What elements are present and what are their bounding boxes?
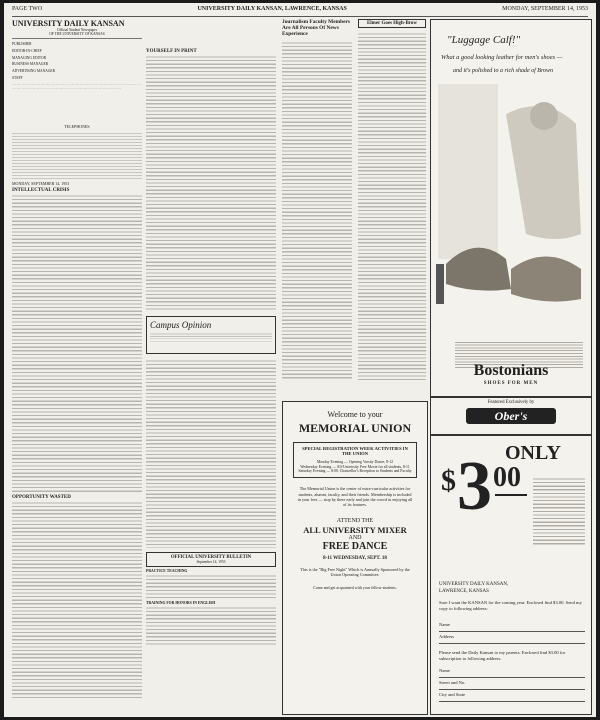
bostonian-ad xyxy=(430,19,592,397)
subscription-ad xyxy=(430,435,592,715)
editorial-column xyxy=(12,19,142,713)
name-label: Name xyxy=(439,622,450,627)
yourself-text xyxy=(146,54,276,312)
intellectual-crisis-heading: INTELLECTUAL CRISIS xyxy=(12,187,70,193)
role-advertising: ADVERTISING MANAGER xyxy=(12,69,56,74)
honors-heading: TRAINING FOR HONORS IN ENGLISH xyxy=(146,601,216,605)
opinion-column xyxy=(146,47,276,713)
bulletin-box xyxy=(146,552,276,567)
page-header xyxy=(12,6,588,17)
role-business: BUSINESS MANAGER xyxy=(12,62,49,67)
role-editor: EDITOR-IN-CHIEF xyxy=(12,48,42,53)
masthead-line: UNIVERSITY DAILY KANSAN, LAWRENCE, KANSAS xyxy=(197,6,347,12)
journalism-text xyxy=(282,40,352,380)
staff-list xyxy=(12,41,142,82)
shoes-illustration xyxy=(436,84,586,334)
and-text: AND xyxy=(348,534,362,541)
journalism-heading: Journalism Faculty Members Are All Persons Of News Experience xyxy=(282,19,350,37)
street-field[interactable] xyxy=(439,680,585,690)
yourself-in-print-heading: YOURSELF IN PRINT xyxy=(146,49,197,54)
event-2: Wednesday Evening — All-University Free Movie for all students, 8-11 xyxy=(300,464,410,469)
obers-logo: Ober's xyxy=(466,408,556,424)
name-field[interactable] xyxy=(439,622,585,632)
big-free-night: This is the "Big Free Night" Which is Annually Sponsored by the Union Operating Committee. xyxy=(300,566,410,578)
mixer-date: 8-11 WEDNESDAY, SEPT. 18 xyxy=(323,555,387,561)
bostonian-tagline: SHOES FOR MEN xyxy=(483,381,539,386)
practice-teaching-heading: PRACTICE TEACHING xyxy=(146,569,188,573)
editorial-text-2 xyxy=(12,500,142,700)
role-publisher: PUBLISHER xyxy=(12,42,32,46)
editorial-text-1 xyxy=(12,193,142,493)
order-text-2: Please send the Daily Kansan to my parents. Enclosed find $3.00 for subscription to following address: xyxy=(439,650,566,661)
practice-text xyxy=(146,573,276,599)
registration-box xyxy=(293,442,417,478)
bostonian-brand: Bostonians xyxy=(473,362,549,379)
price-digit: 3 xyxy=(457,448,492,525)
opinion-text xyxy=(146,358,276,548)
campus-opinion-title: Campus Opinion xyxy=(150,320,212,330)
elmer-heading: Elmer Goes High-Brow xyxy=(358,19,426,28)
obers-strip xyxy=(430,397,592,435)
price-cents: 00 xyxy=(493,462,521,493)
price-rule xyxy=(495,494,527,496)
ad-headline-1: "Luggage Calf!" xyxy=(447,34,521,46)
street-label: Street and No. xyxy=(439,680,466,685)
featured-by: Featured Exclusively by xyxy=(487,400,535,405)
ad-headline-2: What a good looking leather for men's shoes — xyxy=(441,54,563,61)
journalism-column xyxy=(282,19,352,399)
elmer-column xyxy=(358,19,426,399)
union-footer: Come and get acquainted with your fellow-students. xyxy=(313,585,397,591)
city-field[interactable] xyxy=(439,692,585,702)
opinion-note xyxy=(150,332,272,342)
opportunity-wasted-heading: OPPORTUNITY WASTED xyxy=(12,494,71,500)
edition-date: MONDAY, SEPTEMBER 14, 1953 xyxy=(12,180,70,186)
attend-text: ATTEND THE xyxy=(336,517,374,524)
kansan-address-1: UNIVERSITY DAILY KANSAN, xyxy=(439,582,509,587)
welcome-text: Welcome to your xyxy=(327,410,383,419)
only-text: ONLY xyxy=(505,442,561,464)
header-date: MONDAY, SEPTEMBER 14, 1953 xyxy=(502,6,588,12)
kansan-subtitle: Official Student Newspaper xyxy=(56,28,98,32)
bulletin-title: OFFICIAL UNIVERSITY BULLETIN xyxy=(170,555,252,560)
order-text-1: Sure I want the KANSAN for the coming year. Enclosed find $3.00. Send my copy to following address: xyxy=(439,600,582,611)
ad-headline-3: and it's polished to a rich shade of Brown xyxy=(453,68,554,74)
telephones-block xyxy=(12,131,142,179)
kansan-subtitle-2: OF THE UNIVERSITY OF KANSAS xyxy=(49,32,105,36)
address-field[interactable] xyxy=(439,634,585,644)
union-body: The Memorial Union is the center of extra-curricular activities for students, alumni, faculty, and their friends. Membership is included in your fees — stop by there early and join the crowd in enjoying all of its features. xyxy=(297,486,413,508)
kansan-address-2: LAWRENCE, KANSAS xyxy=(439,589,489,594)
event-3: Saturday Evening — 8:00, Chancellor's Reception to Students and Faculty xyxy=(298,469,412,474)
parent-name-field[interactable] xyxy=(439,668,585,678)
kansan-title: UNIVERSITY DAILY KANSAN xyxy=(12,19,125,28)
role-managing: MANAGING EDITOR xyxy=(12,55,46,60)
role-staff: STAFF xyxy=(12,75,23,80)
subscribe-blurb xyxy=(533,476,585,546)
honors-text xyxy=(146,605,276,645)
free-dance-text: FREE DANCE xyxy=(322,540,388,552)
campus-opinion-box xyxy=(146,316,276,354)
memorial-union-ad xyxy=(282,401,428,715)
mixer-text: ALL UNIVERSITY MIXER xyxy=(303,524,407,535)
staff-names: ..... ..... ..... ..... ..... ..... ..... ..... ..... ..... ..... ..... ..... ..... ..... ..... ..... ..... ..... ..... ..... ..... ..... ..... ..... ..... ..... ..... ..... ..... ..... ..... ..... ..... ..... ..... ..... ..... ..... ..... ..... ..... ..... ..... ..... ..... ..... ..... ..... ..... xyxy=(12,81,142,91)
bulletin-date: September 14, 1953 xyxy=(196,560,226,564)
city-label: City and State xyxy=(439,692,466,697)
elmer-text xyxy=(358,31,426,381)
newspaper-page xyxy=(4,3,596,717)
telephones-heading: TELEPHONES xyxy=(64,123,90,129)
event-1: Monday Evening — Opening Varsity Dance, 8-12 xyxy=(316,459,394,464)
page-label: PAGE TWO xyxy=(12,6,43,12)
masthead-rule xyxy=(12,38,142,39)
parent-name-label: Name xyxy=(439,668,450,673)
address-label: Address xyxy=(439,634,455,639)
memorial-union-title: MEMORIAL UNION xyxy=(298,421,412,435)
dollar-sign: $ xyxy=(441,464,456,497)
registration-title: SPECIAL REGISTRATION WEEK ACTIVITIES IN THE UNION xyxy=(302,446,408,457)
